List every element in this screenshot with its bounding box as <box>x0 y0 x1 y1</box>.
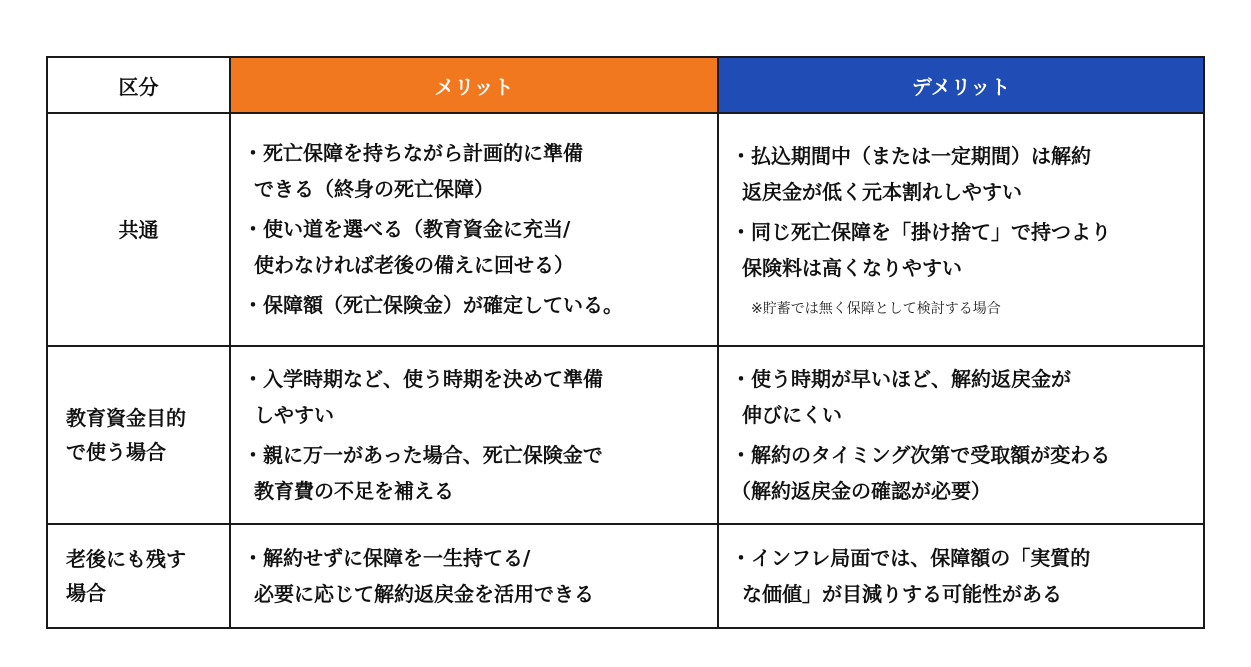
merit-item <box>243 287 707 323</box>
merit-cell <box>230 346 718 524</box>
demerit-cell <box>718 113 1204 346</box>
item-line: ・インフレ局面では、保障額の「実質的 <box>731 546 1091 570</box>
demerit-item <box>731 540 1193 612</box>
item-line: 使わなければ老後の備えに回せる） <box>254 252 574 277</box>
category-line: 場合 <box>66 581 106 605</box>
item-line: 保険料は高くなりやすい <box>742 255 962 280</box>
item-line: ・同じ死亡保障を「掛け捨て」で持つより <box>731 219 1111 244</box>
demerit-cell <box>718 524 1204 628</box>
item-line: ・死亡保障を持ちながら計画的に準備 <box>243 140 583 165</box>
merit-item <box>243 540 707 612</box>
demerit-item <box>731 437 1193 509</box>
table-row-retirement <box>47 524 1204 628</box>
item-line: ・保障額（死亡保険金）が確定している。 <box>243 292 623 317</box>
item-line: ・解約のタイミング次第で受取額が変わる <box>731 443 1111 467</box>
footnote: ※貯蓄では無く保障として検討する場合 <box>751 300 1001 317</box>
item-line: 返戻金が低く元本割れしやすい <box>742 179 1022 204</box>
category-cell <box>47 524 230 628</box>
item-line: な価値」が目減りする可能性がある <box>742 582 1062 606</box>
category-line: 老後にも残す <box>66 547 186 571</box>
header-category: 区分 <box>47 57 230 113</box>
header-merit: メリット <box>230 57 718 113</box>
header-row <box>47 57 1204 113</box>
comparison-table <box>46 56 1205 629</box>
item-line: ・親に万一があった場合、死亡保険金で <box>243 443 603 467</box>
item-line: （解約返戻金の確認が必要） <box>731 479 991 503</box>
item-line: ・払込期間中（または一定期間）は解約 <box>731 143 1091 168</box>
item-line: ・使い道を選べる（教育資金に充当/ <box>243 216 571 241</box>
table-row-common <box>47 113 1204 346</box>
item-line: ・入学時期など、使う時期を決めて準備 <box>243 367 603 391</box>
item-line: 教育費の不足を補える <box>254 479 454 503</box>
merit-cell <box>230 113 718 346</box>
category-line: で使う場合 <box>66 440 166 464</box>
category-line: 教育資金目的 <box>66 406 186 430</box>
item-line: 必要に応じて解約返戻金を活用できる <box>254 582 594 606</box>
header-demerit: デメリット <box>718 57 1204 113</box>
demerit-item <box>731 138 1193 210</box>
category-cell <box>47 346 230 524</box>
category-cell: 共通 <box>47 113 230 346</box>
demerit-item <box>731 214 1193 286</box>
item-line: ・解約せずに保障を一生持てる/ <box>243 546 531 570</box>
merit-item <box>243 437 707 509</box>
merit-item <box>243 361 707 433</box>
item-line: できる（終身の死亡保障） <box>254 176 494 201</box>
merit-item <box>243 211 707 283</box>
table-row-education <box>47 346 1204 524</box>
demerit-cell <box>718 346 1204 524</box>
item-line: ・使う時期が早いほど、解約返戻金が <box>731 367 1071 391</box>
item-line: 伸びにくい <box>742 403 842 427</box>
merit-cell <box>230 524 718 628</box>
item-line: しやすい <box>254 403 334 427</box>
demerit-item <box>731 361 1193 433</box>
merit-item <box>243 135 707 207</box>
